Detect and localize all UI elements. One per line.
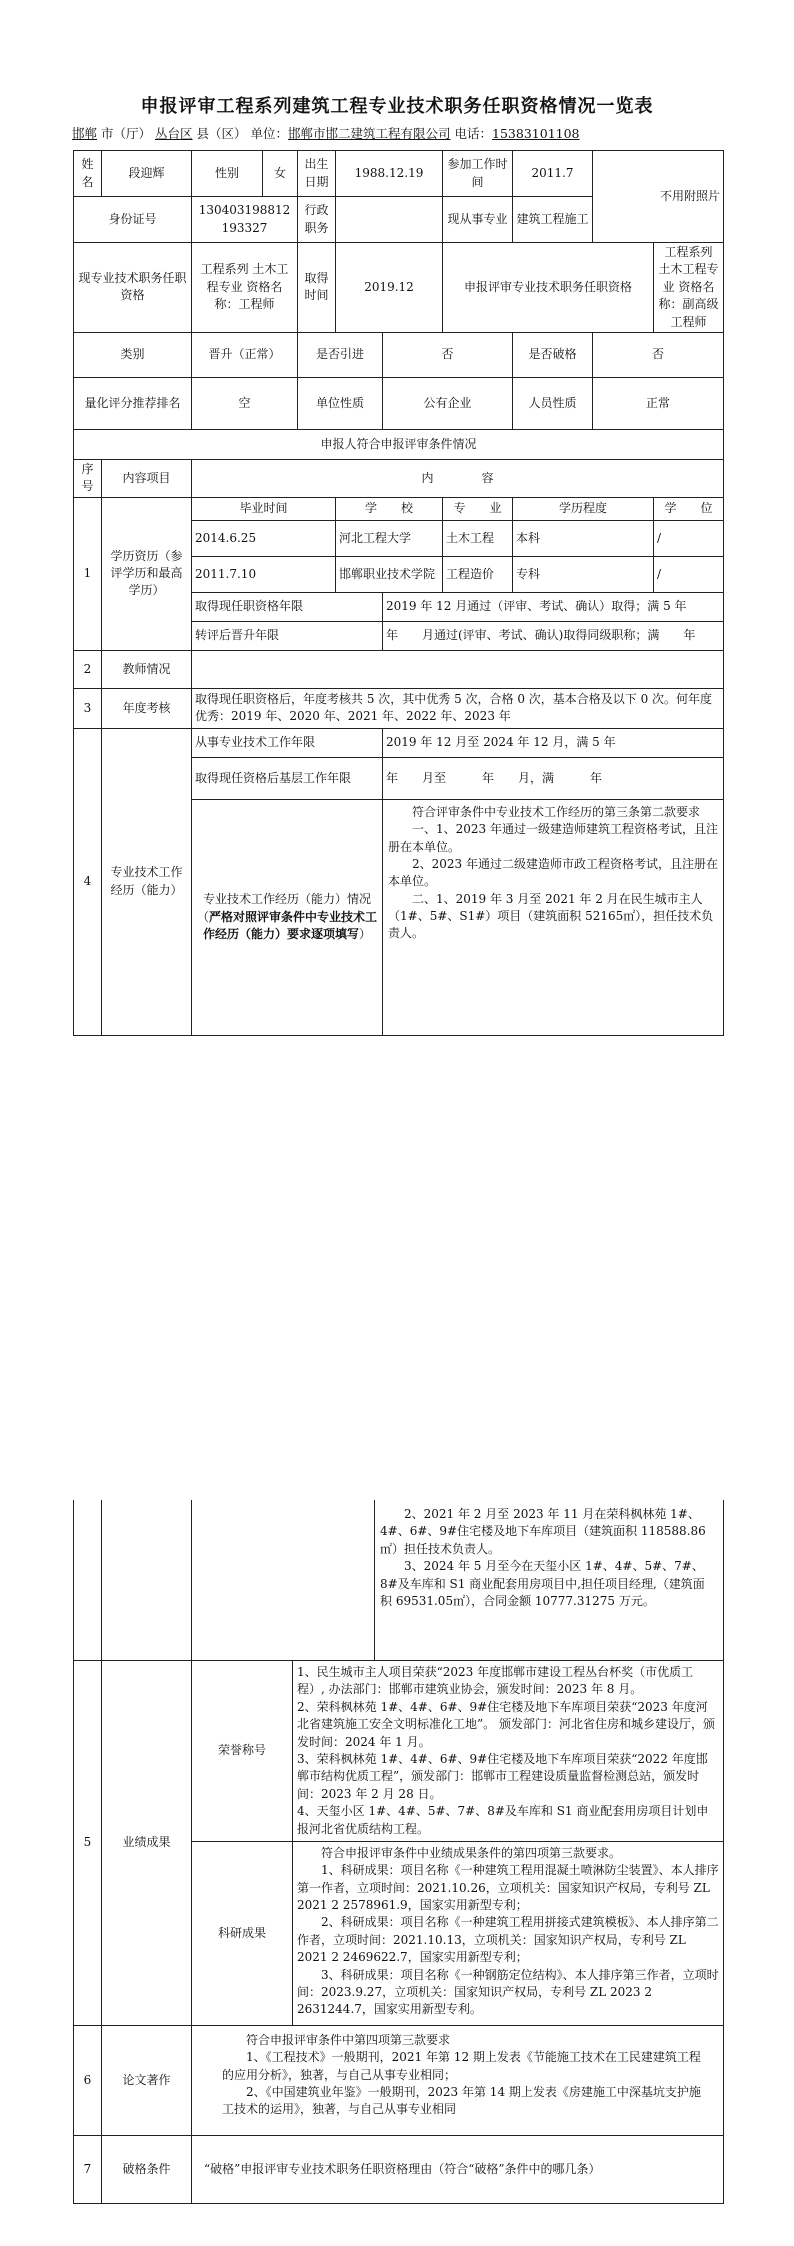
edu-time: 2011.7.10 <box>192 556 336 592</box>
category-label: 类别 <box>74 332 192 377</box>
experience-paragraph: 2、2023 年通过二级建造师市政工程资格考试，且注册在本单位。 <box>388 856 718 889</box>
r1-item: 学历资历（参评学历和最高学历） <box>102 497 192 650</box>
exceptional-value: 否 <box>593 332 724 377</box>
unit-value: 邯郸市邯二建筑工程有限公司 <box>288 126 451 141</box>
qualification-table-page2 <box>73 1660 724 2204</box>
papers-content <box>192 2025 724 2135</box>
person-nature-label: 人员性质 <box>513 377 593 429</box>
research-item: 1、科研成果：项目名称《一种建筑工程用混凝土喷淋防尘装置》、本人排序第一作者，立项时间：2021.10.26，立项机关：国家知识产权局，专利号 ZL 2021 2 2578961.9，国家实用新型专利； <box>297 1863 719 1913</box>
rank-label: 量化评分推荐排名 <box>74 377 192 429</box>
grass-value: 年 月至 年 月，满 年 <box>383 757 724 799</box>
edu-degree: 本科 <box>513 520 654 556</box>
research-item: 2、科研成果：项目名称《一种建筑工程用拼接式建筑模板》、本人排序第二作者，立项时间：2021.10.13，立项机关：国家知识产权局，专利号 ZL 2021 2 2469622.7，国家实用新型专利； <box>297 1915 719 1965</box>
apply-value: 工程系列 土木工程专业 资格名称：副高级工程师 <box>654 243 724 333</box>
research-label: 科研成果 <box>192 1841 293 2025</box>
honor-item: 3、荣科枫林苑 1#、4#、6#、9#住宅楼及地下车库项目荣获“2022 年度邯郸市结构优质工程”，颁发部门：邯郸市工程建设质量监督检测总站，颁发时间：2023 年 2 月 28 日。 <box>297 1751 708 1801</box>
edu-school-header: 学 校 <box>336 497 443 520</box>
honor-item: 1、民生城市主人项目荣获“2023 年度邯郸市建设工程丛台杯奖（市优质工程）, 办法部门：邯郸市建筑业协会，颁发时间：2023 年 8 月。 <box>297 1665 694 1697</box>
current-title-value: 工程系列 土木工程专业 资格名称：工程师 <box>192 243 298 333</box>
experience-label-close: ） <box>359 926 372 941</box>
research-content <box>293 1841 724 2025</box>
conditions-heading: 申报人符合申报评审条件情况 <box>74 429 724 459</box>
experience-label-text: 专业技术工作经历（能力）情况（ <box>196 892 371 924</box>
experience-label-emphasis: 严格对照评审条件中专业技术工作经历（能力）要求逐项填写 <box>202 909 378 941</box>
experience-paragraph: 2、2021 年 2 月至 2023 年 11 月在荣科枫林苑 1#、4#、6#、9#住宅楼及地下车库项目（建筑面积 118588.86㎡）担任技术负责人。 <box>380 1507 706 1556</box>
content-header: 内 容 <box>192 459 724 497</box>
experience-paragraph: 二、1、2019 年 3 月至 2021 年 2 月在民生城市主人（1#、5#、S1#）项目（建筑面积 52165㎡），担任技术负责人。 <box>388 891 714 941</box>
r4-no: 4 <box>74 728 102 1035</box>
r1-no: 1 <box>74 497 102 650</box>
edu-major-header: 专 业 <box>443 497 513 520</box>
r5-item: 业绩成果 <box>102 1661 192 2026</box>
unit-label: 单位： <box>250 126 289 141</box>
work-start-value: 2011.7 <box>513 151 593 197</box>
phone-value: 15383101108 <box>492 126 580 141</box>
edu-major: 工程造价 <box>443 556 513 592</box>
rank-value: 空 <box>192 377 298 429</box>
edu-school: 邯郸职业技术学院 <box>336 556 443 592</box>
current-title-label: 现专业技术职务任职资格 <box>74 243 192 333</box>
category-value: 晋升（正常） <box>192 332 298 377</box>
name-value: 段迎辉 <box>102 151 192 197</box>
unit-nature-label: 单位性质 <box>298 377 383 429</box>
gender-label: 性别 <box>192 151 263 197</box>
exceptional-label: 是否破格 <box>513 332 593 377</box>
county-value: 丛台区 <box>155 126 193 141</box>
unit-nature-value: 公有企业 <box>383 377 513 429</box>
birth-value: 1988.12.19 <box>336 151 443 197</box>
r3-item: 年度考核 <box>102 688 192 728</box>
phone-label: 电话： <box>454 126 493 141</box>
limit-label: 取得现任职资格年限 <box>192 592 383 621</box>
current-major-value: 建筑工程施工 <box>513 197 593 243</box>
r7-content: “破格”申报评审专业技术职务任职资格理由（符合“破格”条件中的哪几条） <box>192 2135 724 2203</box>
applicant-unit-line <box>72 124 722 142</box>
person-nature-value: 正常 <box>593 377 724 429</box>
research-item: 3、科研成果：项目名称《一种钢筋定位结构》、本人排序第三作者，立项时间：2023.9.27，立项机关：国家知识产权局，专利号 ZL 2023 2 2631244.7，国家实用新型专利。 <box>297 1967 719 2017</box>
r4-item: 专业技术工作经历（能力） <box>102 728 192 1035</box>
r3-content: 取得现任职资格后，年度考核共 5 次，其中优秀 5 次，合格 0 次，基本合格及以下 0 次。何年度优秀：2019 年、2020 年、2021 年、2022 年、2023 年 <box>192 688 724 728</box>
county-suffix: 县（区） <box>196 126 247 141</box>
r2-item: 教师情况 <box>102 650 192 688</box>
experience-continuation <box>375 1504 721 1658</box>
grass-label: 取得现任资格后基层工作年限 <box>192 757 383 799</box>
years-label: 从事专业技术工作年限 <box>192 728 383 757</box>
honor-label: 荣誉称号 <box>192 1661 293 1842</box>
introduced-value: 否 <box>383 332 513 377</box>
experience-paragraph: 一、1、2023 年通过一级建造师建筑工程资格考试，且注册在本单位。 <box>388 822 718 854</box>
photo-cell: 不用附照片 <box>593 151 724 243</box>
edu-major: 土木工程 <box>443 520 513 556</box>
transfer-value: 年 月通过(评审、考试、确认)取得同级职称；满 年 <box>383 621 724 650</box>
document-title: 申报评审工程系列建筑工程专业技术职务任职资格情况一览表 <box>140 96 654 117</box>
experience-paragraph: 符合评审条件中专业技术工作经历的第三条第二款要求 <box>412 804 701 819</box>
honor-item: 4、天玺小区 1#、4#、5#、7#、8#及车库和 S1 商业配套用房项目计划申报河北省优质结构工程。 <box>297 1804 709 1836</box>
r3-no: 3 <box>74 688 102 728</box>
seq-header: 序号 <box>74 459 102 497</box>
r5-no: 5 <box>74 1661 102 2026</box>
experience-label <box>192 799 383 1035</box>
item-header: 内容项目 <box>102 459 192 497</box>
experience-content <box>383 799 724 1035</box>
papers-intro: 符合申报评审条件中第四项第三款要求 <box>246 2032 451 2047</box>
city-suffix: 市（厅） <box>101 126 152 141</box>
honor-content <box>293 1661 724 1842</box>
r7-no: 7 <box>74 2135 102 2203</box>
edu-school: 河北工程大学 <box>336 520 443 556</box>
qualification-table-page1 <box>73 150 724 1036</box>
edu-time-header: 毕业时间 <box>192 497 336 520</box>
current-major-label: 现从事专业 <box>443 197 513 243</box>
city-value: 邯郸 <box>72 126 98 141</box>
transfer-label: 转评后晋升年限 <box>192 621 383 650</box>
experience-paragraph: 3、2024 年 5 月至今在天玺小区 1#、4#、5#、7#、8#及车库和 S1 商业配套用房项目中,担任项目经理,（建筑面积 69531.05㎡），合同金额 10777.31275 万元。 <box>380 1559 705 1608</box>
edu-time: 2014.6.25 <box>192 520 336 556</box>
r7-item: 破格条件 <box>102 2135 192 2203</box>
r2-no: 2 <box>74 650 102 688</box>
research-intro: 符合申报评审条件中业绩成果条件的第四项第三款要求。 <box>321 1845 622 1860</box>
introduced-label: 是否引进 <box>298 332 383 377</box>
obtain-label: 取得时间 <box>298 243 336 333</box>
birth-label: 出生日期 <box>298 151 336 197</box>
edu-degree-header: 学历程度 <box>513 497 654 520</box>
obtain-value: 2019.12 <box>336 243 443 333</box>
edu-xuewei: / <box>654 520 724 556</box>
r2-content <box>192 650 724 688</box>
id-label: 身份证号 <box>74 197 192 243</box>
admin-label: 行政职务 <box>298 197 336 243</box>
work-start-label: 参加工作时间 <box>443 151 513 197</box>
years-value: 2019 年 12 月至 2024 年 12 月，满 5 年 <box>383 728 724 757</box>
edu-xuewei-header: 学 位 <box>654 497 724 520</box>
edu-xuewei: / <box>654 556 724 592</box>
honor-item: 2、荣科枫林苑 1#、4#、6#、9#住宅楼及地下车库项目荣获“2023 年度河北省建筑施工安全文明标准化工地”。 颁发部门：河北省住房和城乡建设厅，颁发时间：2024 年 1 月。 <box>297 1699 715 1749</box>
paper-item: 2、《中国建筑业年鉴》一般期刊，2023 年第 14 期上发表《房建施工中深基坑支护施工技术的运用》，独著，与自己从事专业相同 <box>222 2085 701 2117</box>
admin-value <box>336 197 443 243</box>
name-label: 姓名 <box>74 151 102 197</box>
limit-value: 2019 年 12 月通过（评审、考试、确认）取得；满 5 年 <box>383 592 724 621</box>
gender-value: 女 <box>263 151 298 197</box>
apply-label: 申报评审专业技术职务任职资格 <box>443 243 654 333</box>
id-value: 130403198812193327 <box>192 197 298 243</box>
r6-no: 6 <box>74 2025 102 2135</box>
edu-degree: 专科 <box>513 556 654 592</box>
paper-item: 1、《工程技术》一般期刊，2021 年第 12 期上发表《节能施工技术在工民建建筑工程的应用分析》，独著，与自己从事专业相同； <box>222 2050 701 2082</box>
r6-item: 论文著作 <box>102 2025 192 2135</box>
